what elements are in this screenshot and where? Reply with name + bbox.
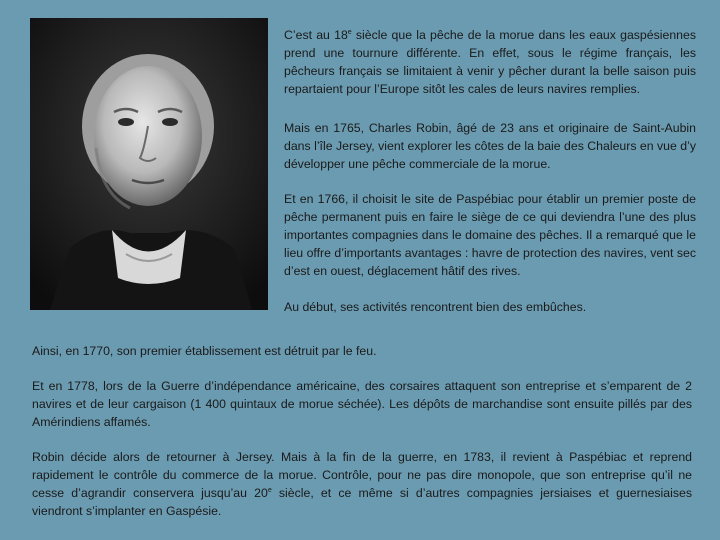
paragraph-7 [32,448,692,520]
paragraph-3 [284,190,696,280]
paragraph-7-text-a: Robin décide alors de retourner à Jersey. Mais à la fin de la guerre, en 1783, il revient à Paspébiac et reprend rapidement le contrôle du commerce de la morue. Contrôle, pour ne pas dire monopole, que son entreprise qu’il ne cesse d’agrandir conservera jusqu’au 20 [32,450,692,500]
paragraph-7-superscript: e [267,487,272,494]
paragraph-6 [32,377,692,431]
paragraph-6-text: Et en 1778, lors de la Guerre d’indépendance américaine, des corsaires attaquent son entreprise et s’emparent de 2 navires et de leur cargaison (1 400 quintaux de morue séchée). Les dépôts de marchandise sont ensuite pillés par des Amérindiens affamés. [32,379,692,429]
portrait-illustration [30,18,268,310]
paragraph-1-text-a: C’est au 18 [284,28,348,42]
paragraph-3-text: Et en 1766, il choisit le site de Paspébiac pour établir un premier poste de pêche permanent puis en faire le siège de ce qui deviendra l’une des plus importantes compagnies dans le domaine des pêches. Il a remarqué que le lieu offre d’importants avantages : havre de protection des navires, vent sec d’est en ouest, déglacement hâtif des rives. [284,192,696,278]
paragraph-4-text: Au début, ses activités rencontrent bien des embûches. [284,300,587,314]
paragraph-2 [284,119,696,173]
paragraph-2-text: Mais en 1765, Charles Robin, âgé de 23 ans et originaire de Saint-Aubin dans l’île Jersey, vient explorer les côtes de la baie des Chaleurs en vue d’y développer une pêche commerciale de la morue. [284,121,696,171]
paragraph-1-superscript: e [347,29,352,36]
paragraph-5-text: Ainsi, en 1770, son premier établissement est détruit par le feu. [32,344,377,358]
portrait-image [30,18,268,310]
paragraph-5 [32,342,692,360]
paragraph-1 [284,26,696,98]
paragraph-1-text-b: siècle que la pêche de la morue dans les eaux gaspésiennes prend une tournure différente. En effet, sous le régime français, les pêcheurs français se limitaient à venir y pêcher durant la belle saison puis repartaient pour l’Europe sitôt les cales de leurs navires remplies. [284,28,696,96]
paragraph-4 [284,298,696,316]
paragraph-7-text-b: siècle, et ce même si d’autres compagnies jersiaises et guernesiaises viendront s’implanter en Gaspésie. [32,486,692,518]
